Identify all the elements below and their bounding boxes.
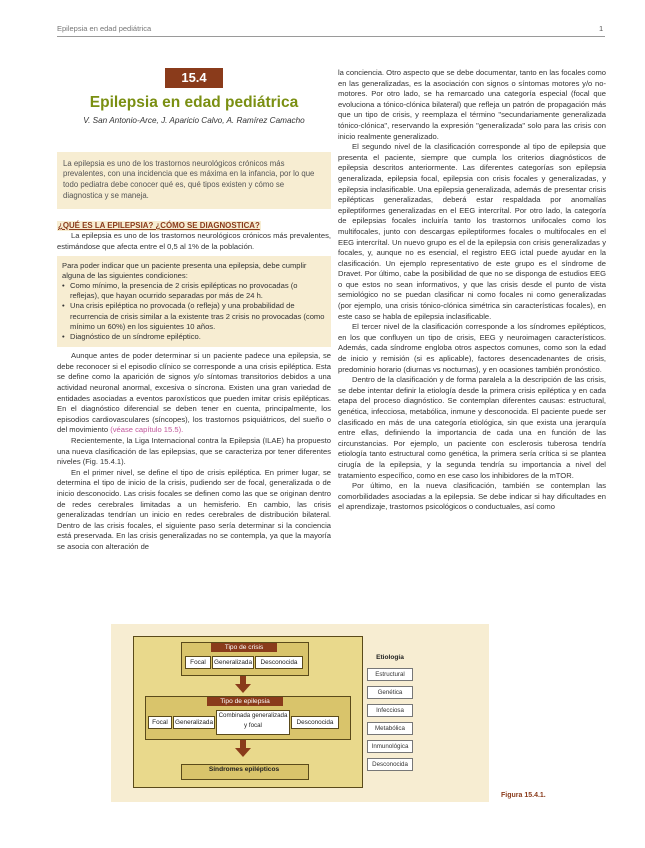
crisis-generalized: Generalizada: [212, 656, 254, 669]
chapter-authors: V. San Antonio-Arce, J. Aparicio Calvo, A. Ramírez Camacho: [83, 116, 305, 125]
criteria-lead: Para poder indicar que un paciente presenta una epilepsia, debe cumplir alguna de las siguientes condiciones:: [62, 260, 307, 280]
etiology-item: Estructural: [367, 668, 413, 681]
page-number: 1: [599, 24, 604, 33]
body-paragraph: El segundo nivel de la clasificación corresponde al tipo de epilepsia que presenta el paciente, siempre que cumpla los criterios diagnósticos de epilepsia descritos anteriormente. Las diferentes categorías son epilepsia generalizada, epilepsia focal, epilepsia con crisis focales y generalizadas, y epilepsia inclasificable. Una epilepsia generalizada, además de presentar crisis epilépticas generalizadas, deberá estar respaldada por anomalías epileptiformes generalizadas en el EEG intercrítal. Por otro lado, la categoría de epilepsias focales incluiría tanto los trastornos unifocales como los multifocales, junto con descargas epileptiformes focales o multifocales en el EEG intercrítal. Un nuevo grupo es el de la epilepsia con crisis generalizadas y focales, y, aunque no es esencial, el registro EEG ictal puede ayudar en la clasificación. Un ejemplo representativo de este grupo es el síndrome de Dravet. Por último, cabe la posibilidad de que no se disponga de estudios EEG o que estos no sean informativos, y que las crisis desde el punto de vista semiológico no se puedan clasificar ni como focales ni como generalizadas (por ejemplo, una crisis tónico-clónica simétrica sin características focales), en este caso se habla de epilepsia inclasificable.: [338, 142, 606, 321]
abstract-box: La epilepsia es uno de los trastornos neurológicos crónicos más prevalentes, con una incidencia que es máxima en la infancia, por lo que todo pediatra debe conocer qué es, qué tipos existen y cómo se diagnostica y se maneja.: [57, 152, 331, 209]
criteria-item: • Diagnóstico de un síndrome epiléptico.: [70, 332, 326, 342]
etiology-item: Desconocida: [367, 758, 413, 771]
criteria-list: [62, 281, 326, 342]
criteria-item: • Como mínimo, la presencia de 2 crisis epilépticas no provocadas (o reflejas), que hayan ocurrido separadas por más de 24 h.: [70, 281, 326, 301]
etiology-item: Infecciosa: [367, 704, 413, 717]
epilepsy-type-title: Tipo de epilepsia: [207, 697, 283, 706]
body-paragraph: Por último, en la nueva clasificación, también se contemplan las comorbilidades asociadas a la epilepsia. Se debe indicar si hay dificultades en el aprendizaje, trastornos psicológicos o conductuales, así como: [338, 481, 606, 512]
crisis-type-title: Tipo de crisis: [211, 643, 277, 652]
figure-caption: Figura 15.4.1.: [501, 792, 546, 799]
body-paragraph: Recientemente, la Liga Internacional contra la Epilepsia (ILAE) ha propuesto una nueva clasificación de las epilepsias, que se caracteriza por tener diferentes niveles (Fig. 15.4.1).: [57, 435, 331, 467]
chapter-number: 15.4: [165, 68, 223, 88]
intro-paragraph: La epilepsia es uno de los trastornos neurológicos crónicos más prevalentes, estimándose que afecta entre el 0,5 al 1% de la población.: [57, 231, 331, 251]
etiology-title: Etiología: [376, 654, 404, 661]
body-paragraph: la conciencia. Otro aspecto que se debe documentar, tanto en las focales como en las generalizadas, es la asociación con signos o síntomas motores y/o no-motores. Por otro lado, se ha remarcado una categoría especial (focal que evoluciona a tónico-clónica bilateral) que refleja un patrón de propagación más que un tipo de crisis, y reemplaza el término "secundariamente generalizada tónico-clónica", reservando la expresión "generalizada" solo para las crisis con inicio realmente generalizado.: [338, 68, 606, 141]
epilepsy-generalized: Generalizada: [173, 716, 215, 729]
running-head: Epilepsia en edad pediátrica: [57, 24, 152, 33]
down-arrow-icon: [235, 684, 251, 693]
body-paragraph: [57, 351, 331, 436]
epilepsy-combined: Combinada generalizada y focal: [216, 710, 290, 735]
body-paragraph: Dentro de la clasificación y de forma paralela a la descripción de las crisis, se debe intentar definir la etiología desde la primera crisis epiléptica y en cada etapa del proceso diagnóstico. Se contemplan diferentes causas: estructural, genética, infecciosa, metabólica, inmune y desconocida. El paciente puede ser clasificado en más de una categoría etiológica, sin que exista una jerarquía entre ellas, definiendo la importancia de cada una en función de las circunstancias. Por ejemplo, un paciente con esclerosis tuberosa tendría etiología tanto estructural como genética, la primera sería crítica si se plantea cirugía de la epilepsia, y la segunda tendría su importancia a nivel del tratamiento específico, como en ese caso los inhibidores de la mTOR.: [338, 375, 606, 480]
syndromes-label: Síndromes epilépticos: [208, 766, 280, 773]
left-column: [57, 68, 331, 552]
criteria-box: [57, 256, 331, 348]
crisis-focal: Focal: [185, 656, 211, 669]
etiology-item: Inmunológica: [367, 740, 413, 753]
epilepsy-focal: Focal: [148, 716, 172, 729]
etiology-item: Metabólica: [367, 722, 413, 735]
chapter-crossref-link[interactable]: (véase capítulo 15.5).: [110, 425, 184, 435]
right-column: [338, 68, 606, 513]
chapter-title: Epilepsia en edad pediátrica: [89, 94, 299, 111]
section-heading: ¿QUÉ ES LA EPILEPSIA? ¿CÓMO SE DIAGNOSTICA?: [58, 220, 260, 230]
classification-figure: [111, 624, 489, 802]
crisis-unknown: Desconocida: [255, 656, 303, 669]
body-text: Aunque antes de poder determinar si un paciente padece una epilepsia, se debe reconocer si el episodio clínico se corresponde a una crisis epiléptica. Esta se define como la aparición de signos y/o síntomas transitorios debidos a una actividad neuronal anormal, excesiva o síncrona. Existen una gran variedad de entidades asociadas a eventos paroxísticos que pueden imitar crisis epilépticas. En el diagnóstico diferencial se deben tener en cuenta, principalmente, los episodios cardiovasculares (síncopes), los trastornos psiquiátricos, del sueño o del movimiento: [57, 351, 331, 435]
etiology-item: Genética: [367, 686, 413, 699]
header-rule: [57, 36, 605, 37]
body-paragraph: El tercer nivel de la clasificación corresponde a los síndromes epilépticos, en los que confluyen un tipo de crisis, EEG y neuroimagen característicos. Además, cada síndrome engloba otros aspectos comunes, como son la edad de inicio y remisión (si es aplicable), factores desencadenantes de crisis, predominio horario (diurnas vs nocturnas), y en ocasiones también pronóstico.: [338, 322, 606, 374]
epilepsy-unknown: Desconocida: [291, 716, 339, 729]
body-paragraph: En el primer nivel, se define el tipo de crisis epiléptica. En primer lugar, se determina el tipo de inicio de la crisis, pudiendo ser de focal, generalizada o de inicio desconocido. Las crisis focales se definen como las que se originan dentro de redes cerebrales limitadas a un hemisferio. En cambio, las crisis generalizadas tendrían un inicio en redes cerebrales de distribución bilateral. Dentro de las crisis focales, el siguiente paso sería determinar si la conciencia está preservada. En las crisis generalizadas no se contempla, ya que la mayoría se asocia con alteración de: [57, 467, 331, 551]
down-arrow-icon: [235, 748, 251, 757]
criteria-item: • Una crisis epiléptica no provocada (o refleja) y una probabilidad de recurrencia de crisis similar a la existente tras 2 crisis no provocadas (como mínimo un 60%) en los siguientes 10 años.: [70, 301, 326, 332]
